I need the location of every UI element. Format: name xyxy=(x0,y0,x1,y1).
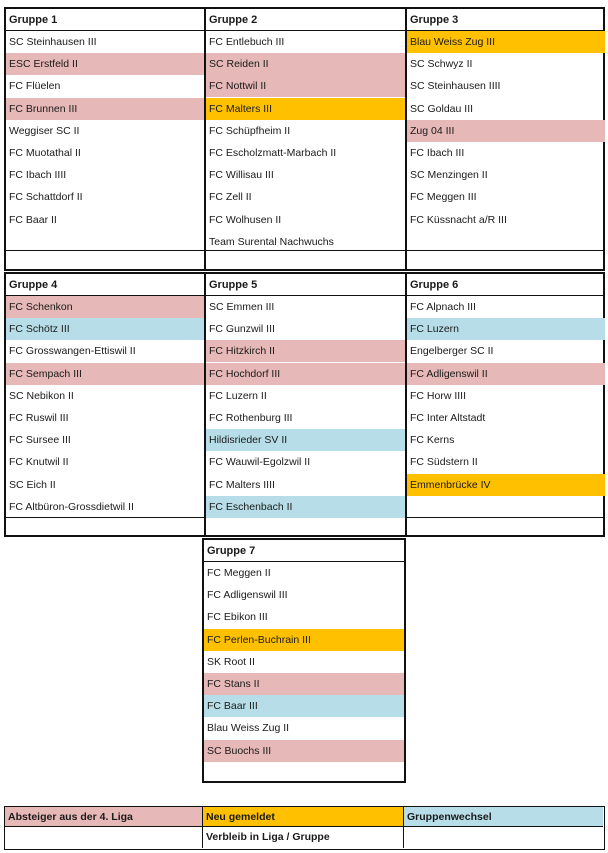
team-row: FC Wolhusen II xyxy=(209,213,282,226)
team-row: FC Eschenbach II xyxy=(206,496,405,518)
team-row: FC Willisau III xyxy=(209,169,274,182)
team-row: SC Emmen III xyxy=(209,301,275,313)
team-row: FC Adligenswil III xyxy=(207,589,288,602)
group-title: Gruppe 2 xyxy=(206,9,405,31)
team-row: FC Escholzmatt-Marbach II xyxy=(209,147,337,159)
team-row: SC Reiden II xyxy=(206,53,405,75)
team-row: SC Steinhausen III xyxy=(9,36,97,48)
team-row: FC Knutwil II xyxy=(9,456,69,469)
group-title: Gruppe 6 xyxy=(407,274,605,296)
team-row: FC Ibach IIII xyxy=(9,169,67,182)
legend-new: Neu gemeldet xyxy=(203,807,404,827)
groups-row-1 xyxy=(4,7,605,271)
team-row: FC Ibach III xyxy=(410,147,465,159)
team-row: FC Schattdorf II xyxy=(9,191,83,204)
team-row: FC Baar II xyxy=(9,213,57,226)
team-row: Hildisrieder SV II xyxy=(206,429,405,451)
groups-row-3 xyxy=(202,538,406,783)
team-row: FC Gunzwil III xyxy=(209,323,275,336)
team-row: FC Südstern II xyxy=(410,456,478,469)
team-row: FC Entlebuch III xyxy=(209,36,285,48)
team-row: Blau Weiss Zug III xyxy=(407,31,605,53)
team-row: SC Eich II xyxy=(9,478,56,491)
team-row: FC Ruswil III xyxy=(9,412,69,424)
team-row: FC Schenkon xyxy=(6,296,204,318)
group-title: Gruppe 1 xyxy=(6,9,204,31)
team-row: FC Zell II xyxy=(209,191,252,204)
team-row: SC Schwyz II xyxy=(410,58,473,71)
team-row: FC Kerns xyxy=(410,434,455,447)
team-row: FC Küssnacht a/R III xyxy=(410,213,507,226)
team-row: FC Grosswangen-Ettiswil II xyxy=(9,345,136,358)
team-row: FC Malters IIII xyxy=(209,478,275,491)
team-row: Team Surental Nachwuchs xyxy=(209,235,334,248)
team-row: Zug 04 III xyxy=(407,120,605,142)
team-row: FC Muotathal II xyxy=(9,147,81,159)
team-row: FC Horw IIII xyxy=(410,389,467,402)
group-3 xyxy=(407,9,605,250)
team-row: SC Steinhausen IIII xyxy=(410,80,501,93)
legend xyxy=(4,806,605,850)
group-4 xyxy=(6,274,204,517)
team-row: SC Goldau III xyxy=(410,102,474,115)
legend-remain: Verbleib in Liga / Gruppe xyxy=(203,827,404,848)
team-row: FC Schötz III xyxy=(6,318,204,340)
groups-row-2 xyxy=(4,272,605,537)
team-row: FC Meggen II xyxy=(207,567,271,579)
team-row: FC Hitzkirch II xyxy=(206,340,405,362)
group-title: Gruppe 4 xyxy=(6,274,204,296)
team-row: FC Nottwil II xyxy=(206,75,405,97)
team-row: FC Sempach III xyxy=(6,363,204,385)
group-6 xyxy=(407,274,605,517)
team-row: FC Baar III xyxy=(204,695,404,717)
legend-empty xyxy=(5,827,203,848)
team-row: SC Menzingen II xyxy=(410,169,488,182)
team-row: FC Hochdorf III xyxy=(206,363,405,385)
team-row: FC Rothenburg III xyxy=(209,412,293,424)
team-row: FC Perlen-Buchrain III xyxy=(204,629,404,651)
team-row: FC Brunnen III xyxy=(6,98,204,120)
team-row: Weggiser SC II xyxy=(9,124,80,137)
group-title: Gruppe 7 xyxy=(204,540,404,562)
team-row: SC Buochs III xyxy=(204,740,404,762)
group-5 xyxy=(206,274,405,517)
team-row: FC Inter Altstadt xyxy=(410,412,486,424)
legend-group-change: Gruppenwechsel xyxy=(404,807,603,827)
team-row: Engelberger SC II xyxy=(410,345,494,358)
team-row: Blau Weiss Zug II xyxy=(207,722,290,735)
team-row: FC Flüelen xyxy=(9,80,61,93)
team-row: FC Schüpfheim II xyxy=(209,124,291,137)
group-7 xyxy=(204,540,404,781)
team-row: FC Ebikon III xyxy=(207,611,268,624)
group-2 xyxy=(206,9,405,250)
team-row: FC Altbüron-Grossdietwil II xyxy=(9,500,134,513)
team-row: Emmenbrücke IV xyxy=(407,474,605,496)
team-row: FC Malters III xyxy=(206,98,405,120)
legend-relegated: Absteiger aus der 4. Liga xyxy=(5,807,203,827)
team-row: FC Adligenswil II xyxy=(407,363,605,385)
team-row: FC Meggen III xyxy=(410,191,477,204)
team-row: FC Sursee III xyxy=(9,434,71,447)
team-row: SK Root II xyxy=(207,655,255,668)
team-row: FC Alpnach III xyxy=(410,301,476,313)
team-row: FC Luzern II xyxy=(209,389,267,402)
team-row: ESC Erstfeld II xyxy=(6,53,204,75)
team-row: FC Wauwil-Egolzwil II xyxy=(209,456,311,469)
group-title: Gruppe 5 xyxy=(206,274,405,296)
group-title: Gruppe 3 xyxy=(407,9,605,31)
team-row: FC Stans II xyxy=(204,673,404,695)
group-1 xyxy=(6,9,204,250)
team-row: FC Luzern xyxy=(407,318,605,340)
team-row: SC Nebikon II xyxy=(9,389,74,402)
